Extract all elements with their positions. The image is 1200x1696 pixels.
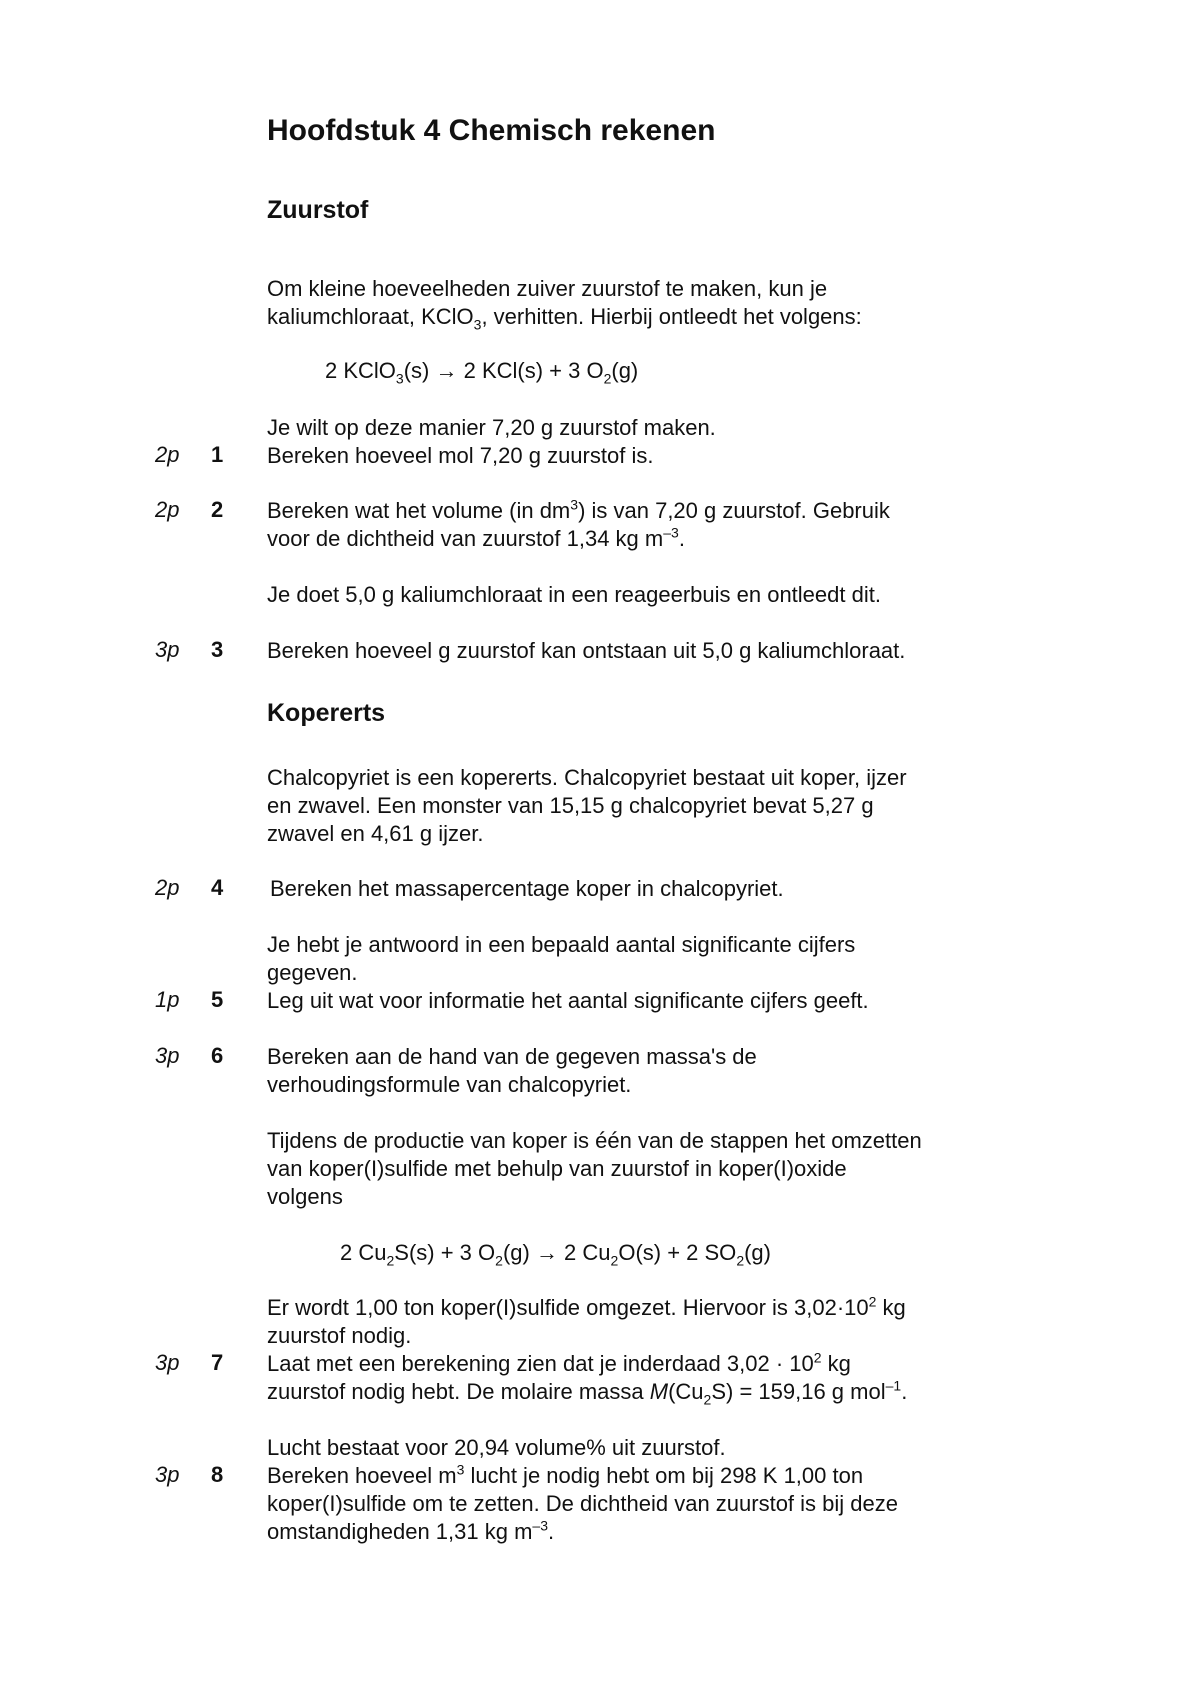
reaction-equation-1: 2 KClO$_3$(s) → 2 KCl(s) + 3 $O_2(g)$ — [325, 358, 639, 387]
question-1-text: Bereken hoeveel mol 7,20 g zuurstof is. — [267, 443, 654, 468]
question-5-text: Leg uit wat voor informatie het aantal significante cijfers geeft. — [267, 988, 869, 1013]
context-text: Lucht bestaat voor 20,94 volume% uit zuurstof. — [267, 1435, 726, 1460]
question-3-number: 3 — [211, 637, 224, 662]
question-3-points: 3p — [155, 637, 180, 662]
question-6-line-1: Bereken aan de hand van de gegeven massa's de — [267, 1044, 757, 1069]
question-7-number: 7 — [211, 1350, 224, 1375]
context-line-2: zuurstof nodig. — [267, 1323, 412, 1348]
question-4-points: 2p — [155, 875, 180, 900]
question-8-line-1: Bereken hoeveel $m^3$ lucht je nodig hebt om bij 298 K 1,00 ton — [267, 1461, 864, 1488]
kopererts-intro-line-1: Chalcopyriet is een kopererts. Chalcopyriet bestaat uit koper, ijzer — [267, 765, 907, 790]
context-text: Je doet 5,0 g kaliumchloraat in een reageerbuis en ontleedt dit. — [267, 582, 881, 607]
question-8-number: 8 — [211, 1462, 224, 1487]
intro-line-1: Om kleine hoeveelheden zuiver zuurstof te maken, kun je — [267, 276, 828, 301]
question-2-points: 2p — [155, 497, 180, 522]
production-line-1: Tijdens de productie van koper is één van de stappen het omzetten — [267, 1128, 922, 1153]
question-7-points: 3p — [155, 1350, 180, 1375]
kopererts-intro-line-2: en zwavel. Een monster van 15,15 g chalcopyriet bevat 5,27 g — [267, 793, 874, 818]
question-8-line-2: koper(I)sulfide om te zetten. De dichtheid van zuurstof is bij deze — [267, 1491, 898, 1516]
question-7-line-2: zuurstof nodig hebt. De molaire massa $M(Cu_2S) = 159,16$ g mol$^{-1}$. — [267, 1377, 908, 1408]
production-line-2: van koper(I)sulfide met behulp van zuurstof in koper(I)oxide — [267, 1156, 847, 1181]
question-6-line-2: verhoudingsformule van chalcopyriet. — [267, 1072, 632, 1097]
question-7-line-1: Laat met een berekening zien dat je inderdaad $3,02 \cdot 10^2$ kg — [267, 1349, 851, 1376]
question-8-line-3: omstandigheden 1,31 kg $m^{-3}$. — [267, 1517, 555, 1544]
kopererts-intro-line-3: zwavel en 4,61 g ijzer. — [267, 821, 484, 846]
question-2-line-1: Bereken wat het volume (in $dm^3$) is van 7,20 g zuurstof. Gebruik — [267, 496, 890, 523]
question-5-number: 5 — [211, 987, 224, 1012]
question-3-text: Bereken hoeveel g zuurstof kan ontstaan uit 5,0 g kaliumchloraat. — [267, 638, 906, 663]
page-title: Hoofdstuk 4 Chemisch rekenen — [267, 114, 716, 147]
context-text: Je wilt op deze manier 7,20 g zuurstof maken. — [267, 415, 716, 440]
context-line-1: Er wordt 1,00 ton koper(I)sulfide omgezet. Hiervoor is $3,02\cdot 10^2$ kg — [267, 1293, 906, 1320]
question-4-number: 4 — [211, 875, 224, 900]
context-line-2: gegeven. — [267, 960, 358, 985]
intro-line-2: kaliumchloraat, KClO$_3$, verhitten. Hierbij ontleedt het volgens: — [267, 304, 862, 333]
question-5-points: 1p — [155, 987, 180, 1012]
section-heading-zuurstof: Zuurstof — [267, 196, 369, 224]
question-6-points: 3p — [155, 1043, 180, 1068]
reaction-equation-2: 2 $Cu_2S(s) + 3$ $O_2(g) \to 2$ $Cu_2O(s) + 2$ $SO_2(g)$ — [340, 1240, 771, 1269]
question-6-number: 6 — [211, 1043, 224, 1068]
question-2-number: 2 — [211, 497, 224, 522]
context-line-1: Je hebt je antwoord in een bepaald aantal significante cijfers — [267, 932, 856, 957]
question-8-points: 3p — [155, 1462, 180, 1487]
question-4-text: Bereken het massapercentage koper in chalcopyriet. — [270, 876, 784, 901]
question-2-line-2: voor de dichtheid van zuurstof 1,34 kg $m^{-3}$. — [267, 524, 685, 551]
question-1-number: 1 — [211, 442, 224, 467]
production-line-3: volgens — [267, 1184, 343, 1209]
question-1-points: 2p — [155, 442, 180, 467]
section-heading-kopererts: Kopererts — [267, 699, 386, 727]
